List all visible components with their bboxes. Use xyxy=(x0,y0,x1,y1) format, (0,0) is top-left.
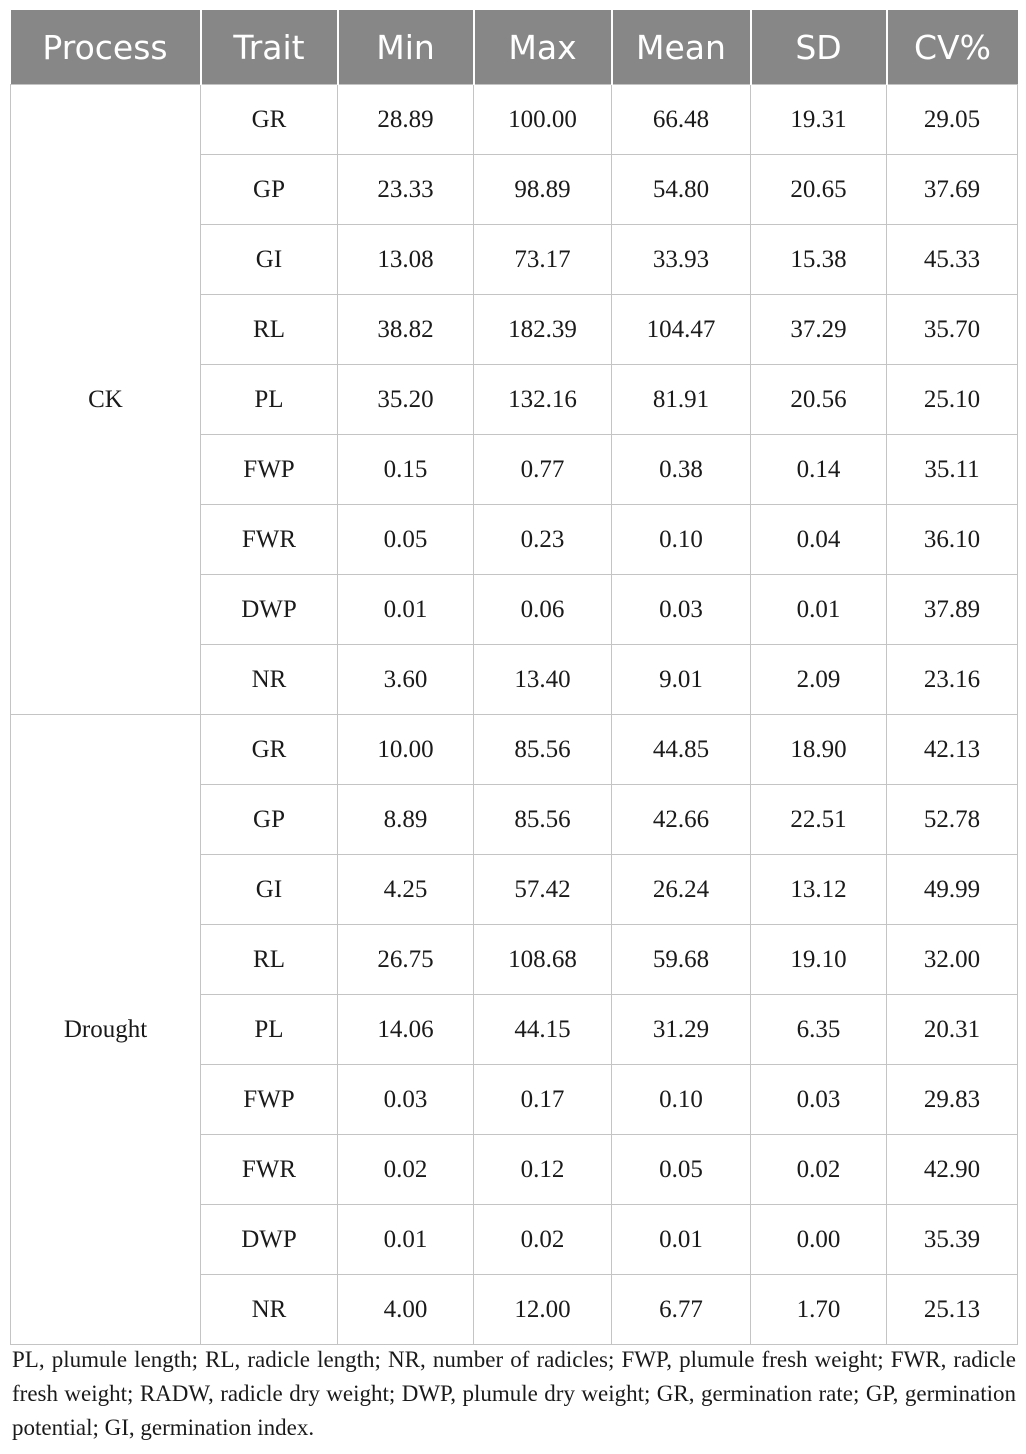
mean-cell: 31.29 xyxy=(612,995,751,1065)
trait-cell: GI xyxy=(201,855,338,925)
header-process: Process xyxy=(11,10,201,85)
trait-cell: GR xyxy=(201,715,338,785)
mean-cell: 6.77 xyxy=(612,1275,751,1345)
sd-cell: 22.51 xyxy=(751,785,887,855)
sd-cell: 37.29 xyxy=(751,295,887,365)
max-cell: 0.02 xyxy=(474,1205,612,1275)
cv-cell: 23.16 xyxy=(887,645,1018,715)
min-cell: 10.00 xyxy=(338,715,474,785)
header-max: Max xyxy=(474,10,612,85)
cv-cell: 37.69 xyxy=(887,155,1018,225)
trait-cell: FWP xyxy=(201,1065,338,1135)
min-cell: 13.08 xyxy=(338,225,474,295)
max-cell: 57.42 xyxy=(474,855,612,925)
mean-cell: 0.10 xyxy=(612,505,751,575)
data-table xyxy=(10,10,1018,1345)
mean-cell: 81.91 xyxy=(612,365,751,435)
min-cell: 0.01 xyxy=(338,1205,474,1275)
sd-cell: 0.04 xyxy=(751,505,887,575)
sd-cell: 13.12 xyxy=(751,855,887,925)
header-row xyxy=(11,10,1018,85)
max-cell: 0.77 xyxy=(474,435,612,505)
sd-cell: 0.14 xyxy=(751,435,887,505)
header-mean: Mean xyxy=(612,10,751,85)
trait-cell: FWR xyxy=(201,1135,338,1205)
mean-cell: 26.24 xyxy=(612,855,751,925)
mean-cell: 0.05 xyxy=(612,1135,751,1205)
sd-cell: 0.01 xyxy=(751,575,887,645)
max-cell: 98.89 xyxy=(474,155,612,225)
max-cell: 100.00 xyxy=(474,85,612,155)
trait-cell: FWP xyxy=(201,435,338,505)
mean-cell: 44.85 xyxy=(612,715,751,785)
trait-cell: DWP xyxy=(201,1205,338,1275)
cv-cell: 35.11 xyxy=(887,435,1018,505)
min-cell: 0.03 xyxy=(338,1065,474,1135)
sd-cell: 19.31 xyxy=(751,85,887,155)
trait-cell: RL xyxy=(201,925,338,995)
min-cell: 0.01 xyxy=(338,575,474,645)
sd-cell: 0.02 xyxy=(751,1135,887,1205)
cv-cell: 32.00 xyxy=(887,925,1018,995)
mean-cell: 42.66 xyxy=(612,785,751,855)
min-cell: 8.89 xyxy=(338,785,474,855)
cv-cell: 45.33 xyxy=(887,225,1018,295)
min-cell: 38.82 xyxy=(338,295,474,365)
table-footnote: PL, plumule length; RL, radicle length; NR, number of radicles; FWP, plumule fresh weight; FWR, radicle fresh weight; RADW, radicle dry weight; DWP, plumule dry weight; GR, germination rate; GP, germination potential; GI, germination index. xyxy=(12,1347,1016,1440)
max-cell: 85.56 xyxy=(474,715,612,785)
table-body xyxy=(11,85,1018,1345)
header-trait: Trait xyxy=(201,10,338,85)
mean-cell: 54.80 xyxy=(612,155,751,225)
cv-cell: 52.78 xyxy=(887,785,1018,855)
cv-cell: 29.05 xyxy=(887,85,1018,155)
min-cell: 4.25 xyxy=(338,855,474,925)
header-min: Min xyxy=(338,10,474,85)
min-cell: 35.20 xyxy=(338,365,474,435)
min-cell: 0.15 xyxy=(338,435,474,505)
process-cell: Drought xyxy=(11,715,201,1345)
max-cell: 0.06 xyxy=(474,575,612,645)
min-cell: 0.05 xyxy=(338,505,474,575)
cv-cell: 35.39 xyxy=(887,1205,1018,1275)
max-cell: 0.17 xyxy=(474,1065,612,1135)
sd-cell: 2.09 xyxy=(751,645,887,715)
cv-cell: 42.90 xyxy=(887,1135,1018,1205)
sd-cell: 18.90 xyxy=(751,715,887,785)
trait-cell: DWP xyxy=(201,575,338,645)
mean-cell: 33.93 xyxy=(612,225,751,295)
max-cell: 44.15 xyxy=(474,995,612,1065)
trait-cell: NR xyxy=(201,645,338,715)
sd-cell: 20.56 xyxy=(751,365,887,435)
min-cell: 14.06 xyxy=(338,995,474,1065)
min-cell: 0.02 xyxy=(338,1135,474,1205)
mean-cell: 0.38 xyxy=(612,435,751,505)
cv-cell: 20.31 xyxy=(887,995,1018,1065)
sd-cell: 1.70 xyxy=(751,1275,887,1345)
max-cell: 85.56 xyxy=(474,785,612,855)
sd-cell: 19.10 xyxy=(751,925,887,995)
max-cell: 182.39 xyxy=(474,295,612,365)
cv-cell: 37.89 xyxy=(887,575,1018,645)
cv-cell: 42.13 xyxy=(887,715,1018,785)
cv-cell: 29.83 xyxy=(887,1065,1018,1135)
max-cell: 0.12 xyxy=(474,1135,612,1205)
mean-cell: 0.01 xyxy=(612,1205,751,1275)
max-cell: 13.40 xyxy=(474,645,612,715)
mean-cell: 0.03 xyxy=(612,575,751,645)
trait-cell: GP xyxy=(201,155,338,225)
sd-cell: 0.03 xyxy=(751,1065,887,1135)
max-cell: 12.00 xyxy=(474,1275,612,1345)
min-cell: 23.33 xyxy=(338,155,474,225)
max-cell: 108.68 xyxy=(474,925,612,995)
min-cell: 26.75 xyxy=(338,925,474,995)
table-header xyxy=(11,10,1018,85)
cv-cell: 25.13 xyxy=(887,1275,1018,1345)
min-cell: 4.00 xyxy=(338,1275,474,1345)
trait-cell: FWR xyxy=(201,505,338,575)
min-cell: 3.60 xyxy=(338,645,474,715)
mean-cell: 9.01 xyxy=(612,645,751,715)
trait-cell: NR xyxy=(201,1275,338,1345)
trait-cell: GI xyxy=(201,225,338,295)
max-cell: 73.17 xyxy=(474,225,612,295)
cv-cell: 49.99 xyxy=(887,855,1018,925)
sd-cell: 0.00 xyxy=(751,1205,887,1275)
mean-cell: 104.47 xyxy=(612,295,751,365)
trait-cell: GR xyxy=(201,85,338,155)
mean-cell: 0.10 xyxy=(612,1065,751,1135)
trait-cell: PL xyxy=(201,995,338,1065)
table-row xyxy=(11,85,1018,155)
trait-cell: PL xyxy=(201,365,338,435)
trait-cell: RL xyxy=(201,295,338,365)
table-row xyxy=(11,715,1018,785)
max-cell: 132.16 xyxy=(474,365,612,435)
header-sd: SD xyxy=(751,10,887,85)
trait-cell: GP xyxy=(201,785,338,855)
header-cv: CV% xyxy=(887,10,1018,85)
min-cell: 28.89 xyxy=(338,85,474,155)
max-cell: 0.23 xyxy=(474,505,612,575)
sd-cell: 15.38 xyxy=(751,225,887,295)
sd-cell: 20.65 xyxy=(751,155,887,225)
process-cell: CK xyxy=(11,85,201,715)
cv-cell: 25.10 xyxy=(887,365,1018,435)
cv-cell: 35.70 xyxy=(887,295,1018,365)
mean-cell: 66.48 xyxy=(612,85,751,155)
sd-cell: 6.35 xyxy=(751,995,887,1065)
cv-cell: 36.10 xyxy=(887,505,1018,575)
mean-cell: 59.68 xyxy=(612,925,751,995)
